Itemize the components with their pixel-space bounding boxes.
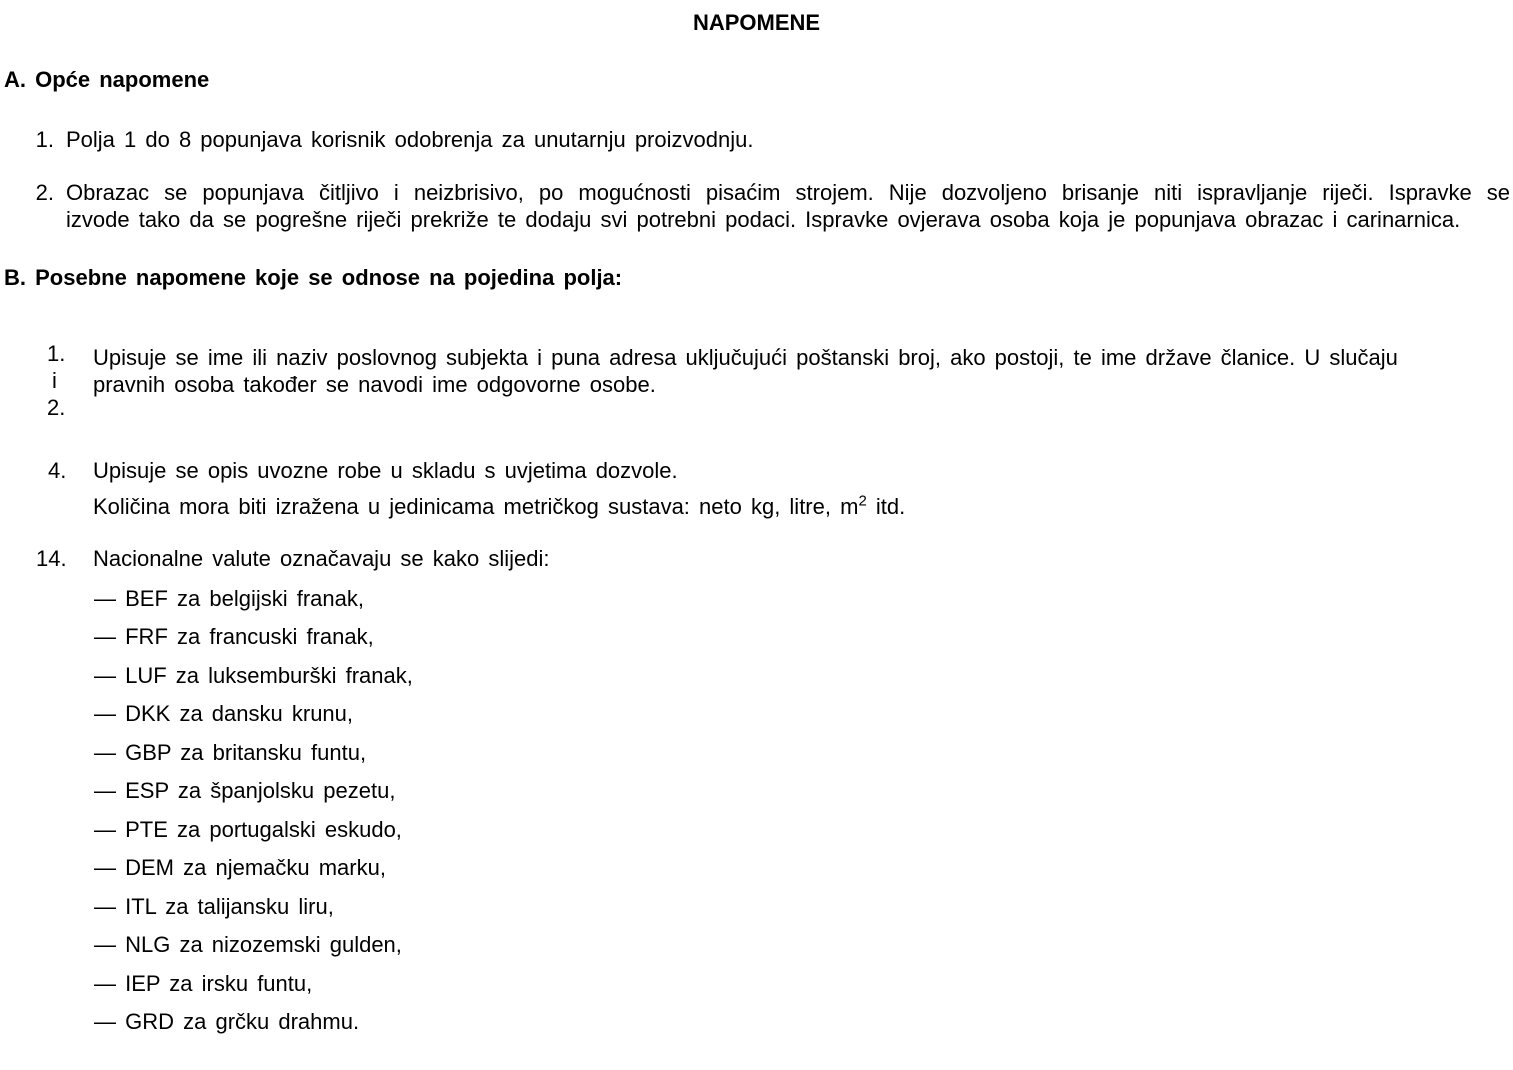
currency-item: — NLG za nizozemski gulden, — [94, 932, 402, 957]
section-a-item-2-number: 2. — [35, 180, 54, 205]
item-4-line-2-suffix: itd. — [866, 494, 906, 519]
section-b-item-1-2-line-1: Upisuje se ime ili naziv poslovnog subjekta i puna adresa uključujući poštanski broj, ako postoji, te ime države članice. U slučaju — [93, 345, 1398, 370]
section-b-item-14-number: 14. — [36, 546, 67, 571]
page-title: NAPOMENE — [692, 10, 821, 35]
currency-item: — GBP za britansku funtu, — [94, 740, 367, 765]
currency-item: — LUF za luksemburški franak, — [94, 663, 413, 688]
currency-item: — ESP za španjolsku pezetu, — [94, 778, 396, 803]
section-b-item-and: i — [52, 368, 57, 393]
section-b-item-14-intro: Nacionalne valute označavaju se kako slijedi: — [93, 546, 550, 571]
currency-item: — GRD za grčku drahmu. — [94, 1009, 360, 1034]
section-a-heading: A. Opće napomene — [4, 67, 210, 92]
section-b-heading: B. Posebne napomene koje se odnose na pojedina polja: — [4, 265, 623, 290]
section-b-item-4-number: 4. — [48, 458, 67, 483]
section-b-item-2-number: 2. — [47, 395, 66, 420]
item-4-superscript: 2 — [858, 492, 867, 510]
currency-item: — DKK za dansku krunu, — [94, 701, 354, 726]
currency-item: — DEM za njemačku marku, — [94, 855, 386, 880]
currency-item: — BEF za belgijski franak, — [94, 586, 364, 611]
section-a-item-1-number: 1. — [35, 127, 54, 152]
currency-item: — IEP za irsku funtu, — [94, 971, 313, 996]
currency-item: — PTE za portugalski eskudo, — [94, 817, 402, 842]
section-b-item-4-line-1: Upisuje se opis uvozne robe u skladu s uvjetima dozvole. — [93, 458, 678, 483]
currency-item: — FRF za francuski franak, — [94, 624, 374, 649]
currency-item: — ITL za talijansku liru, — [94, 894, 334, 919]
section-a-item-2-line-2: izvode tako da se pogrešne riječi prekriže te dodaju svi potrebni podaci. Ispravke ovjerava osoba koja je popunjava obrazac i carinarnica. — [66, 207, 1461, 232]
section-b-item-1-number: 1. — [47, 341, 66, 366]
section-a-item-1-text: Polja 1 do 8 popunjava korisnik odobrenja za unutarnju proizvodnju. — [66, 127, 754, 152]
section-b-item-4-line-2 — [93, 494, 905, 520]
section-a-item-2-line-1: Obrazac se popunjava čitljivo i neizbrisivo, po mogućnosti pisaćim strojem. Nije dozvoljeno brisanje niti ispravljanje riječi. Ispravke se — [66, 180, 1510, 205]
section-b-item-1-2-line-2: pravnih osoba također se navodi ime odgovorne osobe. — [93, 372, 656, 397]
item-4-line-2-prefix: Količina mora biti izražena u jedinicama metričkog sustava: neto kg, litre, m — [93, 494, 859, 519]
